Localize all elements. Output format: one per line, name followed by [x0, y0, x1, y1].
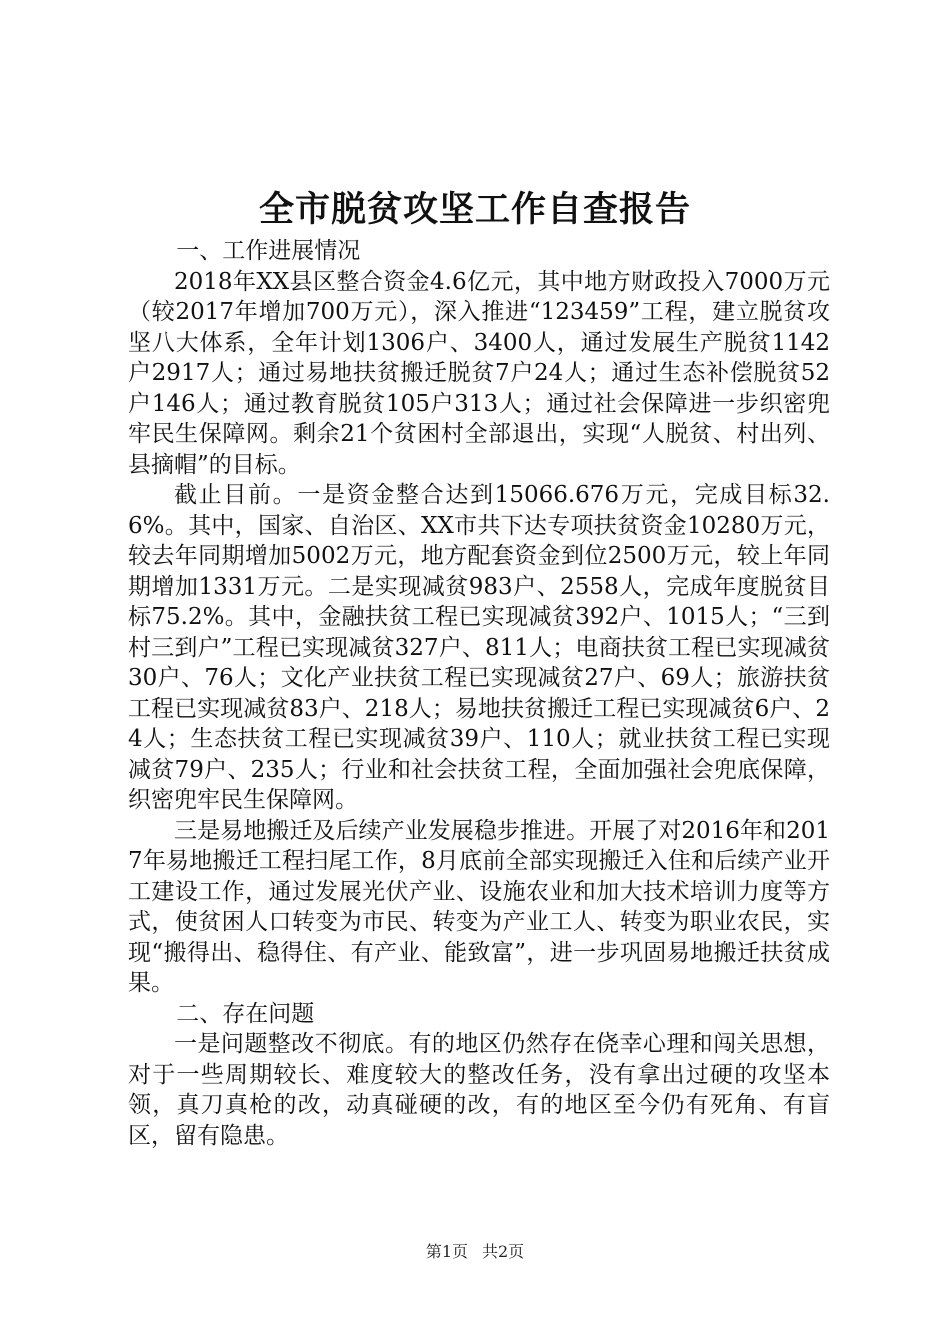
page-number-current: 第1页 [425, 1242, 468, 1261]
page-number-total: 共2页 [482, 1242, 525, 1261]
section-heading-progress: 一、工作进展情况 [176, 238, 361, 264]
paragraph-funding-overview: 2018年XX县区整合资金4.6亿元，其中地方财政投入7000万元（较2017年增加700万元），深入推进“123459”工程，建立脱贫攻坚八大体系，全年计划1306户、3400人，通过发展生产脱贫1142户2917人；通过易地扶贫搬迁脱贫7户24人；通过生态补偿脱贫52户146人；通过教育脱贫105户313人；通过社会保障进一步织密兜牢民生保障网。剩余21个贫困村全部退出，实现“人脱贫、村出列、县摘帽”的目标。 [128, 268, 830, 478]
page-footer [0, 1241, 950, 1263]
section-heading-problems: 二、存在问题 [176, 1000, 315, 1027]
paragraph-rectification: 一是问题整改不彻底。有的地区仍然存在侥幸心理和闯关思想，对于一些周期较长、难度较大的整改任务，没有拿出过硬的攻坚本领，真刀真枪的改，动真碰硬的改，有的地区至今仍有死角、有盲区，留有隐患。 [128, 1031, 830, 1149]
paragraph-relocation: 三是易地搬迁及后续产业发展稳步推进。开展了对2016年和2017年易地搬迁工程扫尾工作，8月底前全部实现搬迁入住和后续产业开工建设工作，通过发展光伏产业、设施农业和加大技术培训力度等方式，使贫困人口转变为市民、转变为产业工人、转变为职业农民，实现“搬得出、稳得住、有产业、能致富”，进一步巩固易地搬迁扶贫成果。 [128, 817, 830, 996]
document-body [128, 236, 830, 1151]
paragraph-current-status: 截止目前。一是资金整合达到15066.676万元，完成目标32.6%。其中，国家、自治区、XX市共下达专项扶贫资金10280万元，较去年同期增加5002万元，地方配套资金到位2500万元，较上年同期增加1331万元。二是实现减贫983户、2558人，完成年度脱贫目标75.2%。其中，金融扶贫工程已实现减贫392户、1015人；“三到村三到户”工程已实现减贫327户、811人；电商扶贫工程已实现减贫30户、76人；文化产业扶贫工程已实现减贫27户、69人；旅游扶贫工程已实现减贫83户、218人；易地扶贫搬迁工程已实现减贫6户、24人；生态扶贫工程已实现减贫39户、110人；就业扶贫工程已实现减贫79户、235人；行业和社会扶贫工程，全面加强社会兜底保障，织密兜牢民生保障网。 [128, 482, 830, 813]
document-title: 全市脱贫攻坚工作自查报告 [258, 189, 691, 230]
